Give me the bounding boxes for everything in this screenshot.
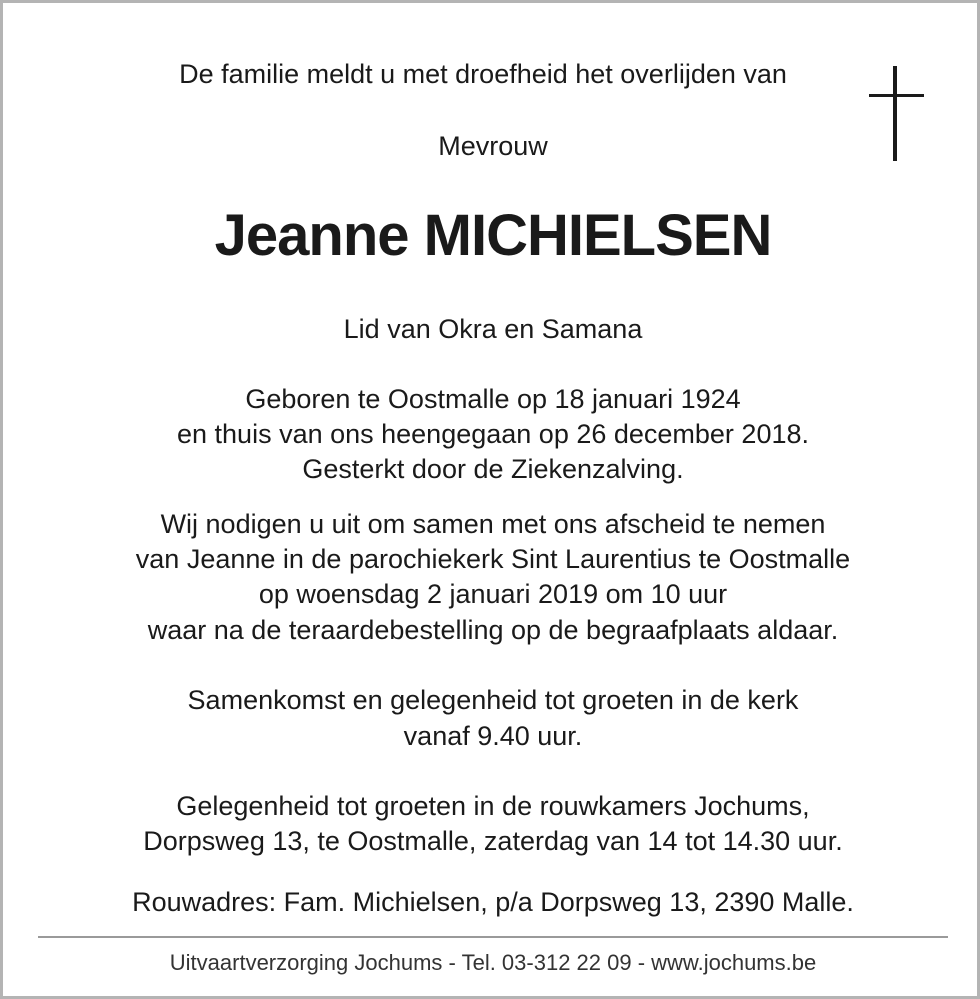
gathering-line: Samenkomst en gelegenheid tot groeten in de kerk: [187, 685, 799, 715]
invitation-line: van Jeanne in de parochiekerk Sint Laurentius te Oostmalle: [135, 544, 851, 574]
born-line: en thuis van ons heengegaan op 26 december 2018.: [177, 419, 809, 449]
intro-text: De familie meldt u met droefheid het overlijden van: [179, 59, 787, 89]
gathering-line: vanaf 9.40 uur.: [403, 721, 583, 751]
invitation-line: Wij nodigen u uit om samen met ons afscheid te nemen: [160, 509, 826, 539]
viewing-line: Dorpsweg 13, te Oostmalle, zaterdag van 14 tot 14.30 uur.: [143, 826, 843, 856]
address-line: Rouwadres: Fam. Michielsen, p/a Dorpsweg 13, 2390 Malle.: [132, 887, 854, 917]
deceased-name: Jeanne MICHIELSEN: [214, 203, 772, 268]
born-line: Geboren te Oostmalle op 18 januari 1924: [245, 384, 741, 414]
footer-text: Uitvaartverzorging Jochums - Tel. 03-312 22 09 - www.jochums.be: [169, 950, 817, 975]
born-line: Gesterkt door de Ziekenzalving.: [302, 454, 684, 484]
footer-divider: [38, 936, 948, 938]
viewing-line: Gelegenheid tot groeten in de rouwkamers Jochums,: [176, 791, 810, 821]
honorific: Mevrouw: [438, 131, 548, 161]
invitation-line: waar na de teraardebestelling op de begraafplaats aldaar.: [147, 615, 839, 645]
invitation-line: op woensdag 2 januari 2019 om 10 uur: [258, 579, 728, 609]
membership-text: Lid van Okra en Samana: [343, 314, 643, 344]
